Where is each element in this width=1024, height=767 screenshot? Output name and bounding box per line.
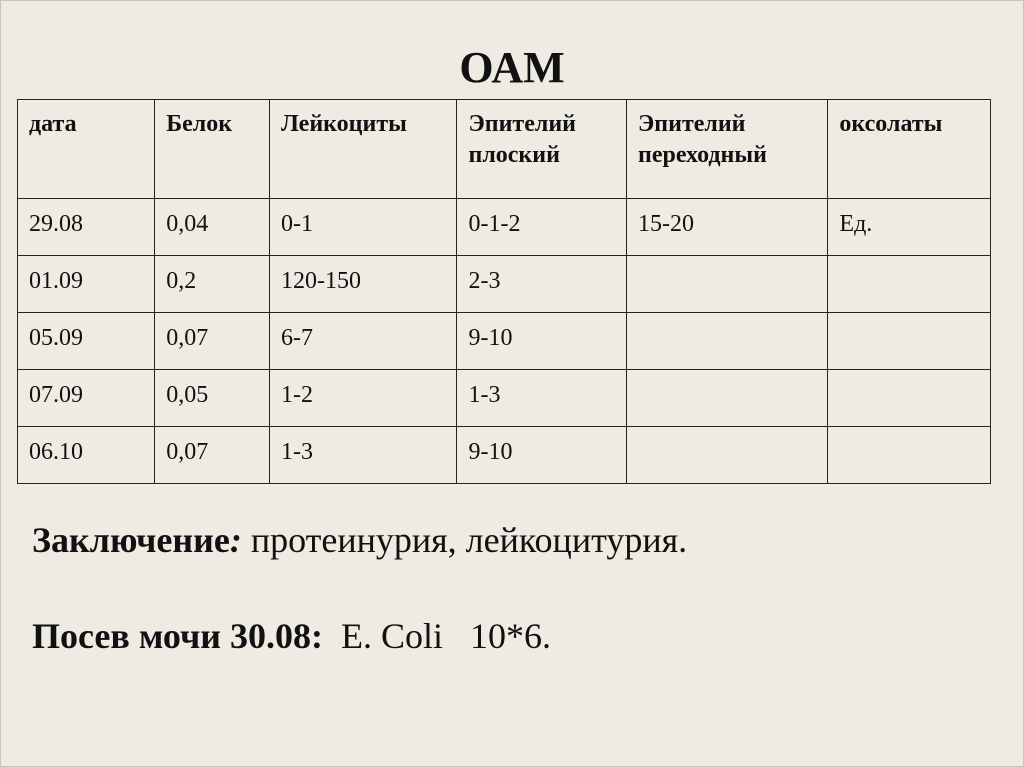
cell-oxalates: [828, 313, 991, 370]
conclusion-text: протеинурия, лейкоцитурия.: [241, 520, 688, 560]
cell-transitional-epithelium: [627, 370, 828, 427]
table-row: [18, 427, 991, 484]
cell-squamous-epithelium: 2-3: [457, 256, 627, 313]
cell-date: 06.10: [18, 427, 155, 484]
cell-squamous-epithelium: 9-10: [457, 313, 627, 370]
cell-transitional-epithelium: 15-20: [627, 199, 828, 256]
header-date: дата: [18, 100, 155, 199]
cell-squamous-epithelium: 1-3: [457, 370, 627, 427]
cell-leukocytes: 6-7: [269, 313, 457, 370]
urine-culture-line: [32, 614, 551, 658]
cell-protein: 0,05: [155, 370, 270, 427]
cell-protein: 0,2: [155, 256, 270, 313]
conclusion-label: Заключение: [32, 520, 230, 560]
cell-transitional-epithelium: [627, 427, 828, 484]
cell-oxalates: [828, 370, 991, 427]
cell-leukocytes: 0-1: [269, 199, 457, 256]
cell-squamous-epithelium: 0-1-2: [457, 199, 627, 256]
cell-leukocytes: 1-3: [269, 427, 457, 484]
cell-protein: 0,07: [155, 427, 270, 484]
table-header-row: [18, 100, 991, 199]
header-protein: Белок: [155, 100, 270, 199]
cell-leukocytes: 120-150: [269, 256, 457, 313]
cell-date: 01.09: [18, 256, 155, 313]
header-oxalates: оксолаты: [828, 100, 991, 199]
cell-date: 07.09: [18, 370, 155, 427]
urine-culture-label: Посев мочи 30.08:: [32, 616, 323, 656]
cell-squamous-epithelium: 9-10: [457, 427, 627, 484]
cell-date: 05.09: [18, 313, 155, 370]
table-row: [18, 370, 991, 427]
table-row: [18, 256, 991, 313]
cell-oxalates: Ед.: [828, 199, 991, 256]
urine-culture-result: E. Coli 10*6.: [323, 616, 552, 656]
slide-title: ОАМ: [459, 43, 565, 92]
cell-oxalates: [828, 427, 991, 484]
cell-protein: 0,04: [155, 199, 270, 256]
header-transitional-epithelium: Эпителий переходный: [627, 100, 828, 199]
header-squamous-epithelium: Эпителий плоский: [457, 100, 627, 199]
cell-date: 29.08: [18, 199, 155, 256]
table-row: [18, 199, 991, 256]
header-leukocytes: Лейкоциты: [269, 100, 457, 199]
cell-oxalates: [828, 256, 991, 313]
cell-transitional-epithelium: [627, 313, 828, 370]
conclusion-colon: :: [229, 520, 242, 560]
conclusion-line: [32, 518, 687, 562]
table-row: [18, 313, 991, 370]
cell-protein: 0,07: [155, 313, 270, 370]
cell-leukocytes: 1-2: [269, 370, 457, 427]
cell-transitional-epithelium: [627, 256, 828, 313]
urinalysis-table: [17, 99, 991, 484]
